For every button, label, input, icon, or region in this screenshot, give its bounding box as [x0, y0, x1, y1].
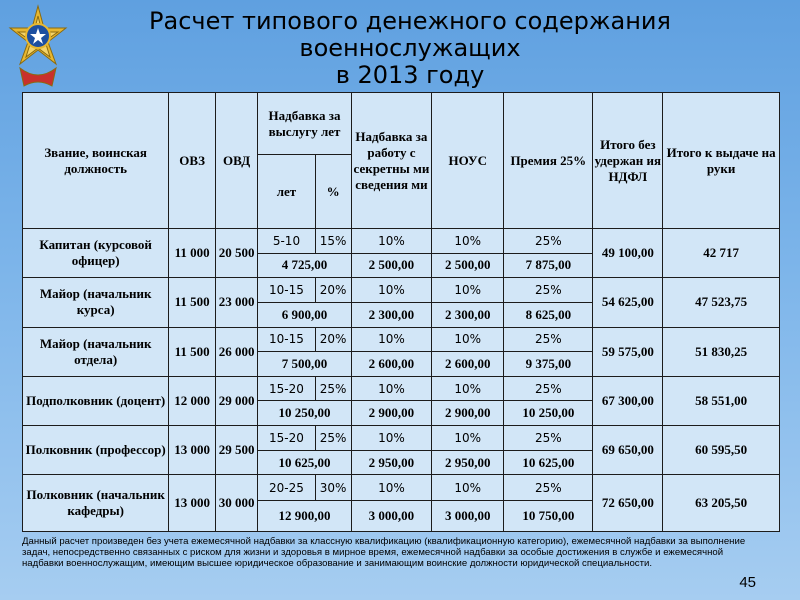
- rank-cell: Подполковник (доцент): [23, 376, 169, 425]
- secret-pct-cell: 10%: [351, 376, 432, 401]
- net-cell: 47 523,75: [663, 278, 780, 327]
- table-row: [23, 426, 780, 451]
- ovz-cell: 13 000: [169, 426, 216, 475]
- bonus-amount-cell: 9 375,00: [504, 352, 593, 377]
- seniority-amount-cell: 10 250,00: [258, 401, 351, 426]
- header-total-before-tax: Итого без удержан ия НДФЛ: [593, 93, 663, 229]
- net-cell: 63 205,50: [663, 475, 780, 532]
- secret-amount-cell: 3 000,00: [351, 501, 432, 532]
- ovd-cell: 20 500: [215, 229, 257, 278]
- years-cell: 20-25: [258, 475, 315, 501]
- ovd-cell: 23 000: [215, 278, 257, 327]
- table-row: [23, 376, 780, 401]
- nous-amount-cell: 2 300,00: [432, 302, 504, 327]
- nous-pct-cell: 10%: [432, 426, 504, 451]
- bonus-pct-cell: 25%: [504, 327, 593, 352]
- nous-amount-cell: 2 600,00: [432, 352, 504, 377]
- secret-amount-cell: 2 600,00: [351, 352, 432, 377]
- bonus-amount-cell: 10 750,00: [504, 501, 593, 532]
- rank-cell: Капитан (курсовой офицер): [23, 229, 169, 278]
- rank-cell: Полковник (профессор): [23, 426, 169, 475]
- secret-amount-cell: 2 300,00: [351, 302, 432, 327]
- nous-amount-cell: 3 000,00: [432, 501, 504, 532]
- secret-pct-cell: 10%: [351, 327, 432, 352]
- header-seniority-years: лет: [258, 155, 315, 229]
- total-cell: 59 575,00: [593, 327, 663, 376]
- header-seniority-percent: %: [315, 155, 351, 229]
- ovz-cell: 11 000: [169, 229, 216, 278]
- bonus-pct-cell: 25%: [504, 229, 593, 254]
- percent-cell: 25%: [315, 426, 351, 451]
- page-title: [40, 8, 780, 89]
- net-cell: 58 551,00: [663, 376, 780, 425]
- header-rank: Звание, воинская должность: [23, 93, 169, 229]
- ovd-cell: 29 500: [215, 426, 257, 475]
- ovd-cell: 29 000: [215, 376, 257, 425]
- bonus-amount-cell: 10 250,00: [504, 401, 593, 426]
- nous-amount-cell: 2 500,00: [432, 253, 504, 278]
- percent-cell: 25%: [315, 376, 351, 401]
- seniority-amount-cell: 4 725,00: [258, 253, 351, 278]
- secret-pct-cell: 10%: [351, 426, 432, 451]
- ovz-cell: 11 500: [169, 327, 216, 376]
- nous-pct-cell: 10%: [432, 278, 504, 303]
- years-cell: 10-15: [258, 327, 315, 352]
- net-cell: 51 830,25: [663, 327, 780, 376]
- ovd-cell: 30 000: [215, 475, 257, 532]
- bonus-pct-cell: 25%: [504, 278, 593, 303]
- salary-table-container: [22, 92, 780, 532]
- bonus-amount-cell: 8 625,00: [504, 302, 593, 327]
- nous-amount-cell: 2 950,00: [432, 450, 504, 475]
- header-bonus: Премия 25%: [504, 93, 593, 229]
- secret-amount-cell: 2 950,00: [351, 450, 432, 475]
- total-cell: 49 100,00: [593, 229, 663, 278]
- header-row-1: [23, 93, 780, 155]
- years-cell: 5-10: [258, 229, 315, 254]
- nous-pct-cell: 10%: [432, 229, 504, 254]
- ovz-cell: 13 000: [169, 475, 216, 532]
- header-ovz: ОВЗ: [169, 93, 216, 229]
- percent-cell: 20%: [315, 278, 351, 303]
- secret-pct-cell: 10%: [351, 278, 432, 303]
- rank-cell: Полковник (начальник кафедры): [23, 475, 169, 532]
- bonus-pct-cell: 25%: [504, 475, 593, 501]
- percent-cell: 15%: [315, 229, 351, 254]
- bonus-pct-cell: 25%: [504, 376, 593, 401]
- total-cell: 67 300,00: [593, 376, 663, 425]
- table-row: [23, 475, 780, 501]
- header-seniority: Надбавка за выслугу лет: [258, 93, 351, 155]
- percent-cell: 30%: [315, 475, 351, 501]
- title-line-2: в 2013 году: [335, 61, 485, 89]
- secret-pct-cell: 10%: [351, 229, 432, 254]
- footnote: Данный расчет произведен без учета ежемесячной надбавки за классную квалификацию (квалификационную категорию), ежемесячной надбавки за выполнение задач, непосредственно связанных с риском для жизни и здоровья в мирное время, ежемесячной надбавки за особые достижения в службе и ежемесячной надбавки военнослужащим, имеющим высшее юридическое образование и занимающим воинские должности юридической специальности.: [22, 536, 746, 569]
- nous-amount-cell: 2 900,00: [432, 401, 504, 426]
- title-line-1: Расчет типового денежного содержания военнослужащих: [149, 7, 671, 62]
- total-cell: 72 650,00: [593, 475, 663, 532]
- nous-pct-cell: 10%: [432, 376, 504, 401]
- header-total-net: Итого к выдаче на руки: [663, 93, 780, 229]
- nous-pct-cell: 10%: [432, 475, 504, 501]
- bonus-amount-cell: 10 625,00: [504, 450, 593, 475]
- net-cell: 60 595,50: [663, 426, 780, 475]
- years-cell: 10-15: [258, 278, 315, 303]
- ovd-cell: 26 000: [215, 327, 257, 376]
- net-cell: 42 717: [663, 229, 780, 278]
- total-cell: 54 625,00: [593, 278, 663, 327]
- rank-cell: Майор (начальник отдела): [23, 327, 169, 376]
- table-row: [23, 229, 780, 254]
- seniority-amount-cell: 6 900,00: [258, 302, 351, 327]
- bonus-pct-cell: 25%: [504, 426, 593, 451]
- secret-pct-cell: 10%: [351, 475, 432, 501]
- header-secret: Надбавка за работу с секретны ми сведения ми: [351, 93, 432, 229]
- bonus-amount-cell: 7 875,00: [504, 253, 593, 278]
- years-cell: 15-20: [258, 376, 315, 401]
- salary-table: [22, 92, 780, 532]
- years-cell: 15-20: [258, 426, 315, 451]
- seniority-amount-cell: 12 900,00: [258, 501, 351, 532]
- ovz-cell: 12 000: [169, 376, 216, 425]
- secret-amount-cell: 2 500,00: [351, 253, 432, 278]
- header-ovd: ОВД: [215, 93, 257, 229]
- header-nous: НОУС: [432, 93, 504, 229]
- table-row: [23, 278, 780, 303]
- seniority-amount-cell: 10 625,00: [258, 450, 351, 475]
- seniority-amount-cell: 7 500,00: [258, 352, 351, 377]
- page-number: 45: [739, 574, 756, 591]
- nous-pct-cell: 10%: [432, 327, 504, 352]
- ovz-cell: 11 500: [169, 278, 216, 327]
- total-cell: 69 650,00: [593, 426, 663, 475]
- rank-cell: Майор (начальник курса): [23, 278, 169, 327]
- secret-amount-cell: 2 900,00: [351, 401, 432, 426]
- percent-cell: 20%: [315, 327, 351, 352]
- table-row: [23, 327, 780, 352]
